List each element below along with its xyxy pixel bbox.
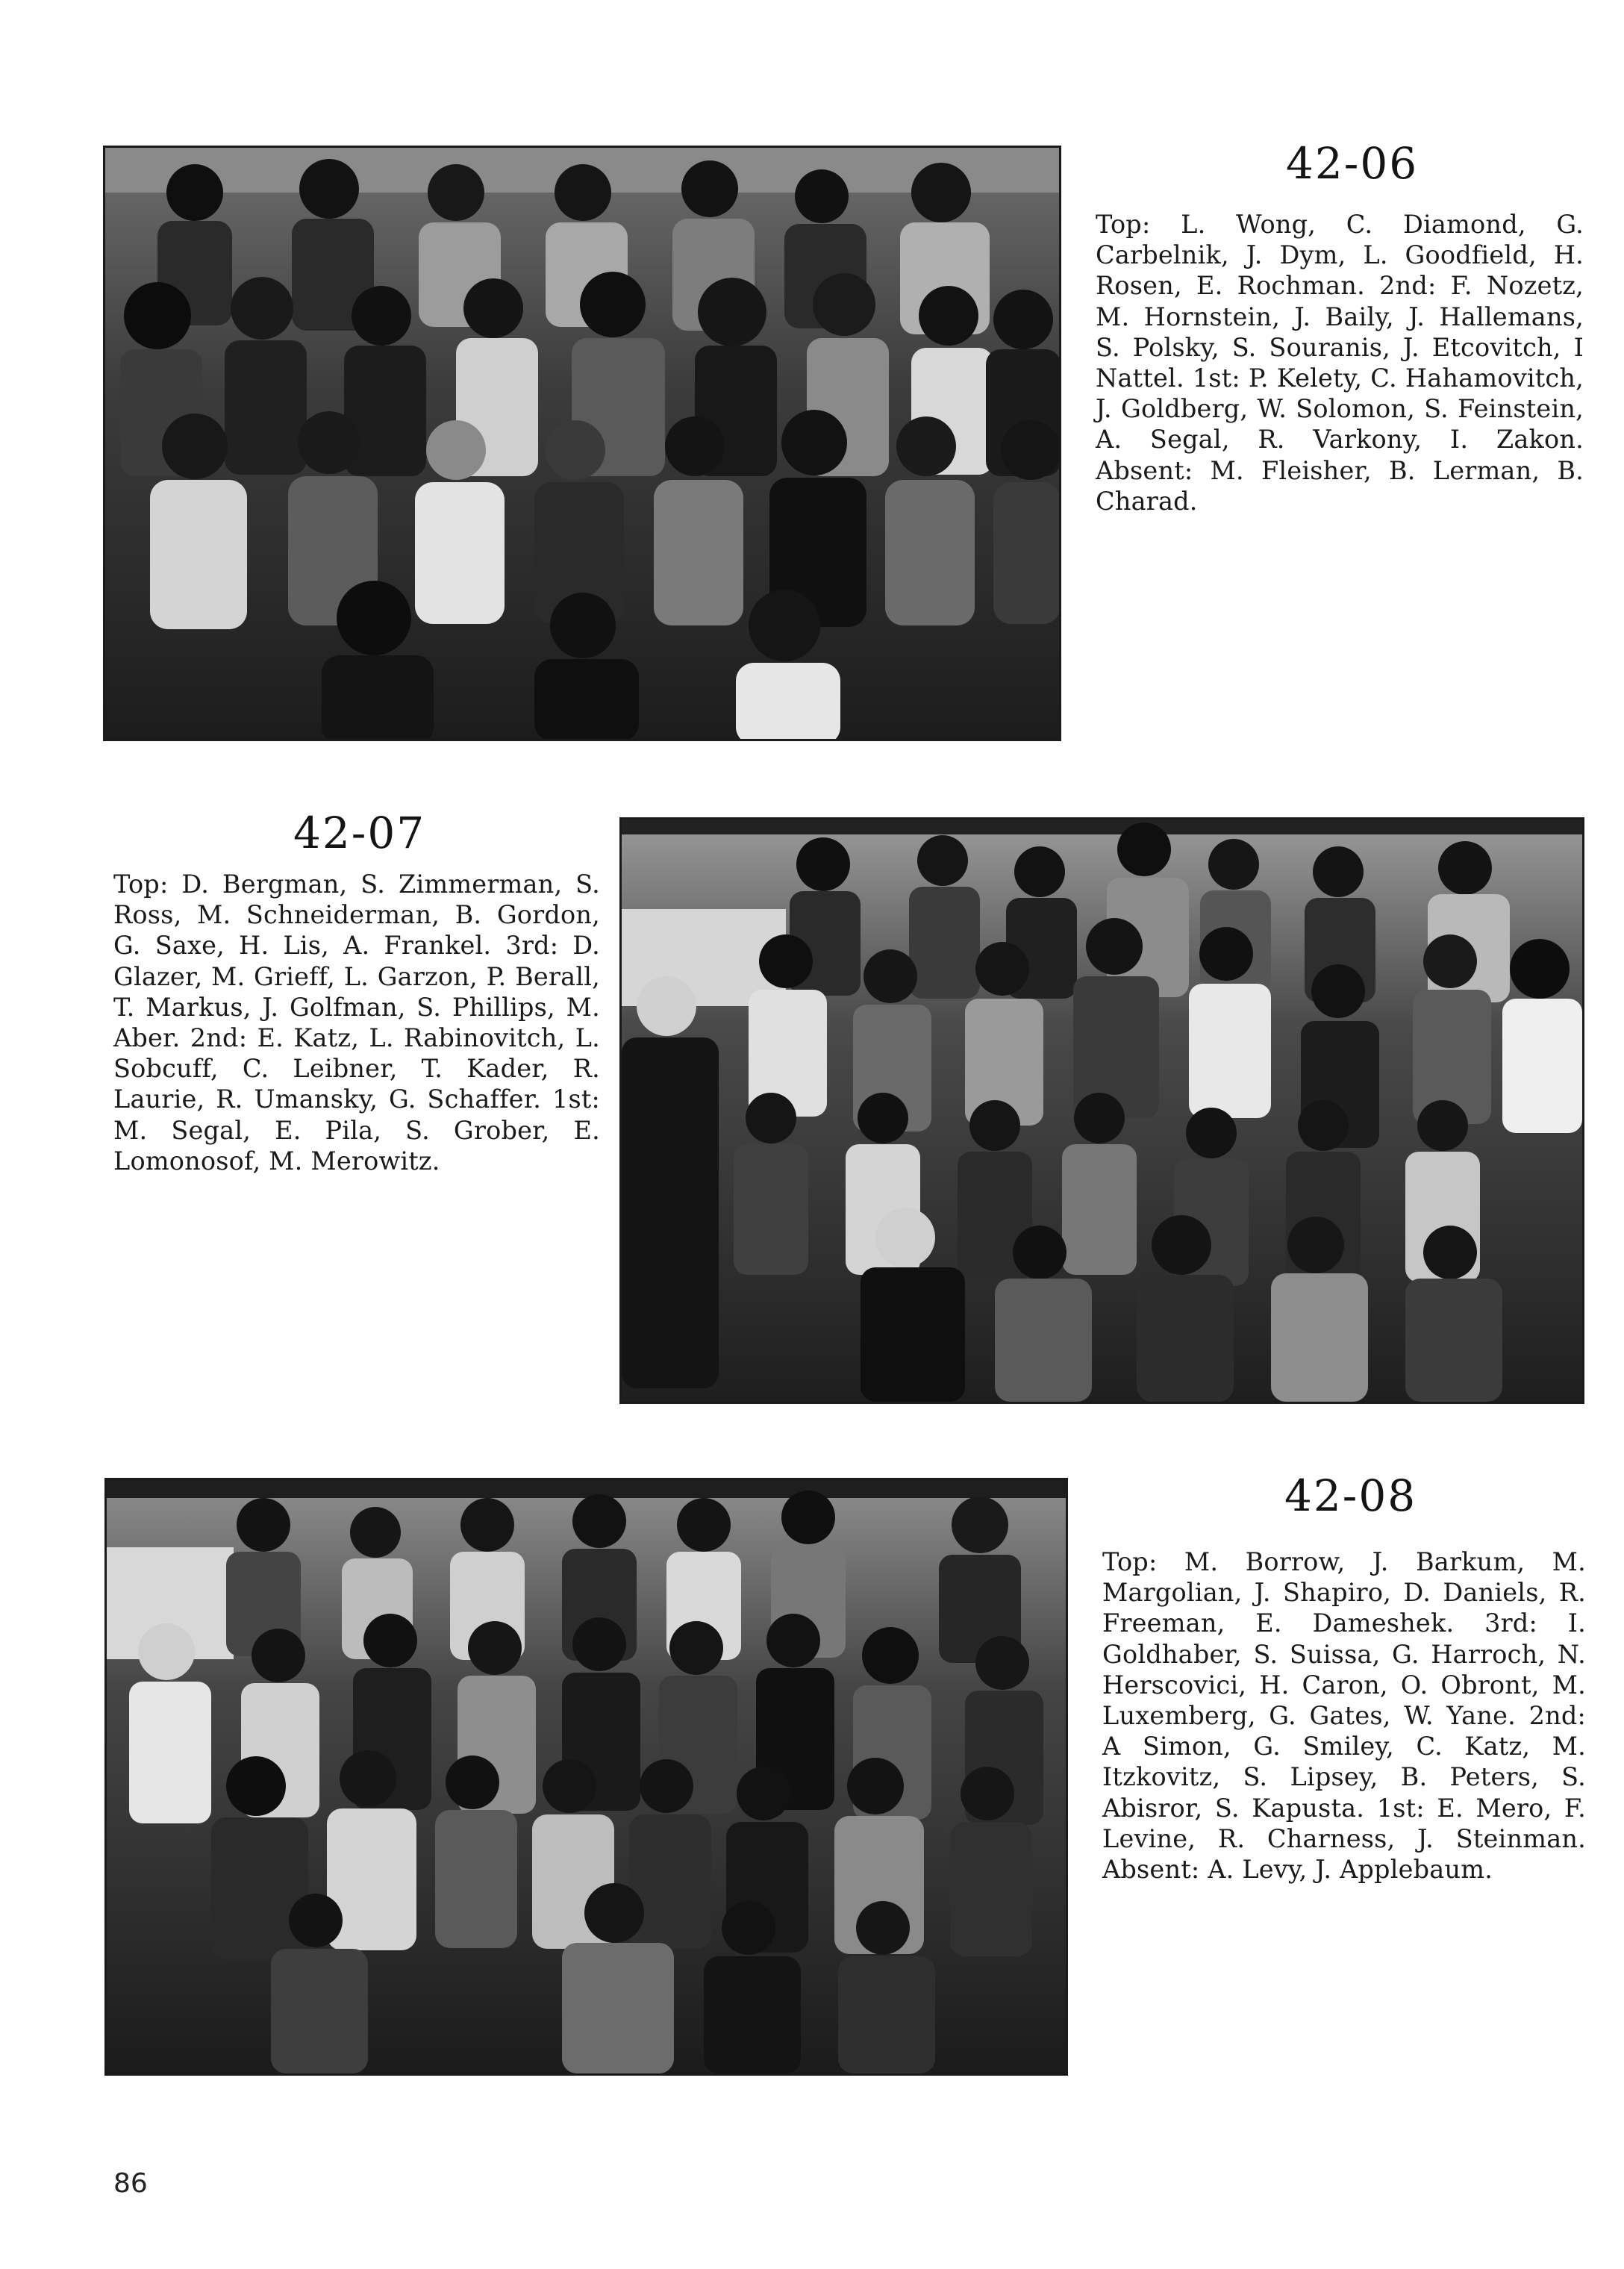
section-title-42-06: 42-06 (1286, 138, 1419, 189)
class-photo-42-08 (104, 1478, 1068, 2076)
section-title-42-07: 42-07 (293, 808, 426, 858)
section-title-42-08: 42-08 (1284, 1470, 1417, 1521)
caption-42-07: Top: D. Bergman, S. Zimmerman, S. Ross, M. Schneiderman, B. Gordon, G. Saxe, H. Lis, A. Frankel. 3rd: D. Glazer, M. Grieff, L. Garzon, P. Berall, T. Markus, J. Golfman, S. Phillips, M. Aber. 2nd: E. Katz, L. Rabinovitch, L. Sobcuff, C. Leibner, T. Kader, R. Laurie, R. Umansky, G. Schaffer. 1st: M. Segal, E. Pila, S. Grober, E. Lomonosof, M. Merowitz. (113, 870, 600, 1176)
class-photo-42-06 (103, 146, 1061, 741)
caption-42-08: Top: M. Borrow, J. Barkum, M. Margolian, J. Shapiro, D. Daniels, R. Freeman, E. Dameshek. 3rd: I. Goldhaber, S. Suissa, G. Harroch, N. Herscovici, H. Caron, O. Obront, M. Luxemberg, G. Gates, W. Yane. 2nd: A Simon, G. Smiley, C. Katz, M. Itzkovitz, S. Lipsey, B. Peters, S. Abisror, S. Kapusta. 1st: E. Mero, F. Levine, R. Charness, J. Steinman. Absent: A. Levy, J. Applebaum. (1102, 1547, 1586, 1885)
photo-42-08-image (107, 1480, 1066, 2073)
photo-42-07-image (622, 820, 1582, 1402)
caption-42-06: Top: L. Wong, C. Diamond, G. Carbelnik, J. Dym, L. Goodfield, H. Rosen, E. Rochman. 2nd: F. Nozetz, M. Hornstein, J. Baily, J. Hallemans, S. Polsky, S. Souranis, J. Etcovitch, I Nattel. 1st: P. Kelety, C. Hahamovitch, J. Goldberg, W. Solomon, S. Feinstein, A. Segal, R. Varkony, I. Zakon. Absent: M. Fleisher, B. Lerman, B. Charad. (1096, 210, 1584, 516)
page-number: 86 (113, 2168, 148, 2199)
photo-42-06-image (105, 148, 1059, 739)
class-photo-42-07 (619, 817, 1584, 1404)
